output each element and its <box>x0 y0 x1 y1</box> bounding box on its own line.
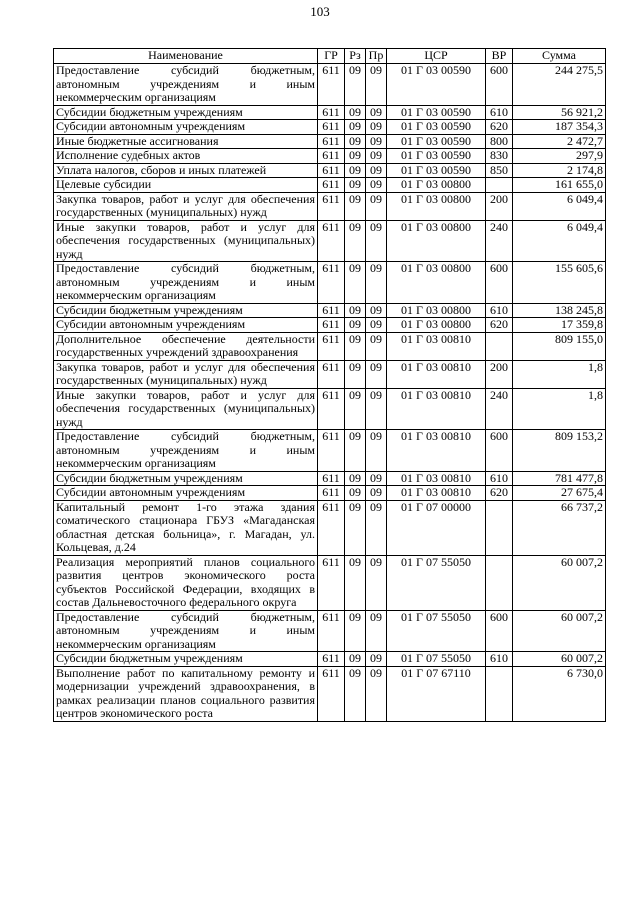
table-row <box>54 430 606 472</box>
cell-csr: 01 Г 03 00590 <box>387 120 486 135</box>
table-row <box>54 318 606 333</box>
cell-csr: 01 Г 07 55050 <box>387 555 486 610</box>
cell-vr: 600 <box>486 64 513 106</box>
cell-gr: 611 <box>318 178 345 193</box>
cell-csr: 01 Г 03 00590 <box>387 163 486 178</box>
cell-gr: 611 <box>318 332 345 360</box>
column-header-vr: ВР <box>486 49 513 64</box>
cell-name: Реализация мероприятий планов социального развития центров экономического роста субъектов Российской Федерации, входящих в состав Дальневосточного федерального округа <box>54 555 318 610</box>
cell-gr: 611 <box>318 134 345 149</box>
cell-rz: 09 <box>345 262 366 304</box>
cell-name: Субсидии бюджетным учреждениям <box>54 471 318 486</box>
cell-pr: 09 <box>366 192 387 220</box>
cell-sum: 297,9 <box>513 149 606 164</box>
cell-name: Предоставление субсидий бюджетным, автономным учреждениям и иным некоммерческим организациям <box>54 262 318 304</box>
cell-gr: 611 <box>318 555 345 610</box>
cell-csr: 01 Г 03 00810 <box>387 388 486 430</box>
table-row <box>54 178 606 193</box>
cell-name: Иные закупки товаров, работ и услуг для обеспечения государственных (муниципальных) нужд <box>54 388 318 430</box>
cell-gr: 611 <box>318 149 345 164</box>
cell-name: Предоставление субсидий бюджетным, автономным учреждениям и иным некоммерческим организациям <box>54 64 318 106</box>
cell-csr: 01 Г 03 00800 <box>387 303 486 318</box>
cell-sum: 161 655,0 <box>513 178 606 193</box>
cell-sum: 138 245,8 <box>513 303 606 318</box>
cell-sum: 60 007,2 <box>513 555 606 610</box>
column-header-sum: Сумма <box>513 49 606 64</box>
cell-csr: 01 Г 03 00590 <box>387 105 486 120</box>
cell-csr: 01 Г 03 00810 <box>387 486 486 501</box>
cell-rz: 09 <box>345 178 366 193</box>
table-row <box>54 220 606 262</box>
cell-csr: 01 Г 03 00810 <box>387 332 486 360</box>
column-header-gr: ГР <box>318 49 345 64</box>
cell-sum: 60 007,2 <box>513 652 606 667</box>
cell-sum: 781 477,8 <box>513 471 606 486</box>
cell-pr: 09 <box>366 120 387 135</box>
cell-name: Субсидии автономным учреждениям <box>54 486 318 501</box>
cell-pr: 09 <box>366 666 387 721</box>
cell-rz: 09 <box>345 610 366 652</box>
cell-name: Исполнение судебных актов <box>54 149 318 164</box>
cell-csr: 01 Г 03 00810 <box>387 360 486 388</box>
cell-name: Целевые субсидии <box>54 178 318 193</box>
cell-csr: 01 Г 03 00810 <box>387 430 486 472</box>
cell-sum: 2 472,7 <box>513 134 606 149</box>
cell-pr: 09 <box>366 486 387 501</box>
table-row <box>54 500 606 555</box>
cell-name: Субсидии бюджетным учреждениям <box>54 652 318 667</box>
cell-vr <box>486 666 513 721</box>
cell-sum: 1,8 <box>513 360 606 388</box>
cell-sum: 17 359,8 <box>513 318 606 333</box>
cell-vr: 240 <box>486 388 513 430</box>
table-row <box>54 486 606 501</box>
cell-sum: 2 174,8 <box>513 163 606 178</box>
cell-name: Капитальный ремонт 1-го этажа здания соматического стационара ГБУЗ «Магаданская областная детская больница», г. Магадан, ул. Кольцевая, д.24 <box>54 500 318 555</box>
cell-pr: 09 <box>366 500 387 555</box>
column-header-rz: Рз <box>345 49 366 64</box>
cell-csr: 01 Г 07 55050 <box>387 652 486 667</box>
cell-gr: 611 <box>318 303 345 318</box>
cell-rz: 09 <box>345 471 366 486</box>
cell-vr <box>486 178 513 193</box>
cell-vr <box>486 555 513 610</box>
cell-pr: 09 <box>366 64 387 106</box>
cell-csr: 01 Г 03 00800 <box>387 192 486 220</box>
cell-rz: 09 <box>345 666 366 721</box>
cell-gr: 611 <box>318 318 345 333</box>
cell-gr: 611 <box>318 360 345 388</box>
cell-csr: 01 Г 03 00590 <box>387 134 486 149</box>
column-header-name: Наименование <box>54 49 318 64</box>
cell-rz: 09 <box>345 163 366 178</box>
table-row <box>54 64 606 106</box>
table-row <box>54 652 606 667</box>
cell-sum: 6 049,4 <box>513 192 606 220</box>
cell-gr: 611 <box>318 486 345 501</box>
cell-vr: 600 <box>486 262 513 304</box>
table-row <box>54 666 606 721</box>
cell-pr: 09 <box>366 220 387 262</box>
table-row <box>54 332 606 360</box>
table-row <box>54 163 606 178</box>
cell-pr: 09 <box>366 149 387 164</box>
cell-gr: 611 <box>318 120 345 135</box>
cell-gr: 611 <box>318 163 345 178</box>
column-header-csr: ЦСР <box>387 49 486 64</box>
cell-vr: 620 <box>486 120 513 135</box>
cell-pr: 09 <box>366 388 387 430</box>
cell-name: Выполнение работ по капитальному ремонту и модернизации учреждений здравоохранения, в рамках реализации планов социального развития центров экономического роста <box>54 666 318 721</box>
cell-pr: 09 <box>366 303 387 318</box>
cell-rz: 09 <box>345 105 366 120</box>
cell-vr <box>486 332 513 360</box>
cell-pr: 09 <box>366 134 387 149</box>
cell-name: Иные бюджетные ассигнования <box>54 134 318 149</box>
cell-rz: 09 <box>345 360 366 388</box>
cell-rz: 09 <box>345 332 366 360</box>
table-row <box>54 303 606 318</box>
cell-name: Закупка товаров, работ и услуг для обеспечения государственных (муниципальных) нужд <box>54 192 318 220</box>
cell-rz: 09 <box>345 220 366 262</box>
cell-name: Субсидии бюджетным учреждениям <box>54 303 318 318</box>
cell-gr: 611 <box>318 430 345 472</box>
page-number: 103 <box>310 4 330 19</box>
cell-csr: 01 Г 03 00800 <box>387 262 486 304</box>
cell-pr: 09 <box>366 471 387 486</box>
cell-sum: 809 153,2 <box>513 430 606 472</box>
cell-sum: 244 275,5 <box>513 64 606 106</box>
cell-gr: 611 <box>318 388 345 430</box>
cell-vr: 800 <box>486 134 513 149</box>
cell-pr: 09 <box>366 430 387 472</box>
cell-sum: 27 675,4 <box>513 486 606 501</box>
cell-name: Субсидии автономным учреждениям <box>54 318 318 333</box>
cell-pr: 09 <box>366 332 387 360</box>
cell-csr: 01 Г 03 00810 <box>387 471 486 486</box>
cell-vr: 240 <box>486 220 513 262</box>
cell-pr: 09 <box>366 178 387 193</box>
cell-gr: 611 <box>318 105 345 120</box>
table-row <box>54 388 606 430</box>
cell-name: Дополнительное обеспечение деятельности государственных учреждений здравоохранения <box>54 332 318 360</box>
cell-vr: 830 <box>486 149 513 164</box>
cell-rz: 09 <box>345 120 366 135</box>
table-header-row <box>54 49 606 64</box>
cell-csr: 01 Г 03 00800 <box>387 318 486 333</box>
cell-name: Субсидии бюджетным учреждениям <box>54 105 318 120</box>
cell-pr: 09 <box>366 360 387 388</box>
table-row <box>54 134 606 149</box>
cell-vr: 850 <box>486 163 513 178</box>
cell-gr: 611 <box>318 471 345 486</box>
cell-sum: 155 605,6 <box>513 262 606 304</box>
cell-rz: 09 <box>345 134 366 149</box>
cell-sum: 1,8 <box>513 388 606 430</box>
cell-vr: 610 <box>486 303 513 318</box>
table-row <box>54 610 606 652</box>
cell-vr: 620 <box>486 486 513 501</box>
cell-vr: 600 <box>486 610 513 652</box>
cell-sum: 66 737,2 <box>513 500 606 555</box>
cell-rz: 09 <box>345 500 366 555</box>
cell-sum: 56 921,2 <box>513 105 606 120</box>
cell-vr: 610 <box>486 105 513 120</box>
table-row <box>54 105 606 120</box>
cell-rz: 09 <box>345 430 366 472</box>
column-header-pr: Пр <box>366 49 387 64</box>
cell-csr: 01 Г 03 00800 <box>387 220 486 262</box>
table-row <box>54 471 606 486</box>
cell-vr: 200 <box>486 192 513 220</box>
table-row <box>54 555 606 610</box>
cell-rz: 09 <box>345 64 366 106</box>
cell-csr: 01 Г 07 67110 <box>387 666 486 721</box>
cell-pr: 09 <box>366 610 387 652</box>
table-row <box>54 262 606 304</box>
cell-gr: 611 <box>318 262 345 304</box>
cell-vr <box>486 500 513 555</box>
table-row <box>54 360 606 388</box>
table-row <box>54 120 606 135</box>
cell-sum: 6 049,4 <box>513 220 606 262</box>
cell-vr: 610 <box>486 652 513 667</box>
cell-gr: 611 <box>318 666 345 721</box>
cell-gr: 611 <box>318 610 345 652</box>
cell-sum: 6 730,0 <box>513 666 606 721</box>
cell-rz: 09 <box>345 192 366 220</box>
cell-pr: 09 <box>366 318 387 333</box>
table-row <box>54 149 606 164</box>
cell-name: Предоставление субсидий бюджетным, автономным учреждениям и иным некоммерческим организациям <box>54 430 318 472</box>
cell-gr: 611 <box>318 500 345 555</box>
cell-pr: 09 <box>366 105 387 120</box>
cell-gr: 611 <box>318 192 345 220</box>
cell-sum: 809 155,0 <box>513 332 606 360</box>
cell-pr: 09 <box>366 555 387 610</box>
table-row <box>54 192 606 220</box>
cell-rz: 09 <box>345 149 366 164</box>
cell-gr: 611 <box>318 652 345 667</box>
cell-rz: 09 <box>345 388 366 430</box>
cell-csr: 01 Г 03 00800 <box>387 178 486 193</box>
cell-csr: 01 Г 07 00000 <box>387 500 486 555</box>
cell-pr: 09 <box>366 163 387 178</box>
cell-name: Уплата налогов, сборов и иных платежей <box>54 163 318 178</box>
cell-vr: 620 <box>486 318 513 333</box>
cell-name: Предоставление субсидий бюджетным, автономным учреждениям и иным некоммерческим организациям <box>54 610 318 652</box>
cell-pr: 09 <box>366 652 387 667</box>
cell-vr: 200 <box>486 360 513 388</box>
cell-gr: 611 <box>318 64 345 106</box>
cell-csr: 01 Г 03 00590 <box>387 149 486 164</box>
cell-sum: 187 354,3 <box>513 120 606 135</box>
cell-rz: 09 <box>345 318 366 333</box>
cell-rz: 09 <box>345 652 366 667</box>
cell-csr: 01 Г 03 00590 <box>387 64 486 106</box>
cell-name: Иные закупки товаров, работ и услуг для обеспечения государственных (муниципальных) нужд <box>54 220 318 262</box>
cell-rz: 09 <box>345 486 366 501</box>
cell-csr: 01 Г 07 55050 <box>387 610 486 652</box>
cell-vr: 600 <box>486 430 513 472</box>
budget-table <box>53 48 606 722</box>
cell-sum: 60 007,2 <box>513 610 606 652</box>
cell-rz: 09 <box>345 555 366 610</box>
cell-name: Субсидии автономным учреждениям <box>54 120 318 135</box>
cell-vr: 610 <box>486 471 513 486</box>
cell-gr: 611 <box>318 220 345 262</box>
cell-pr: 09 <box>366 262 387 304</box>
cell-name: Закупка товаров, работ и услуг для обеспечения государственных (муниципальных) нужд <box>54 360 318 388</box>
cell-rz: 09 <box>345 303 366 318</box>
